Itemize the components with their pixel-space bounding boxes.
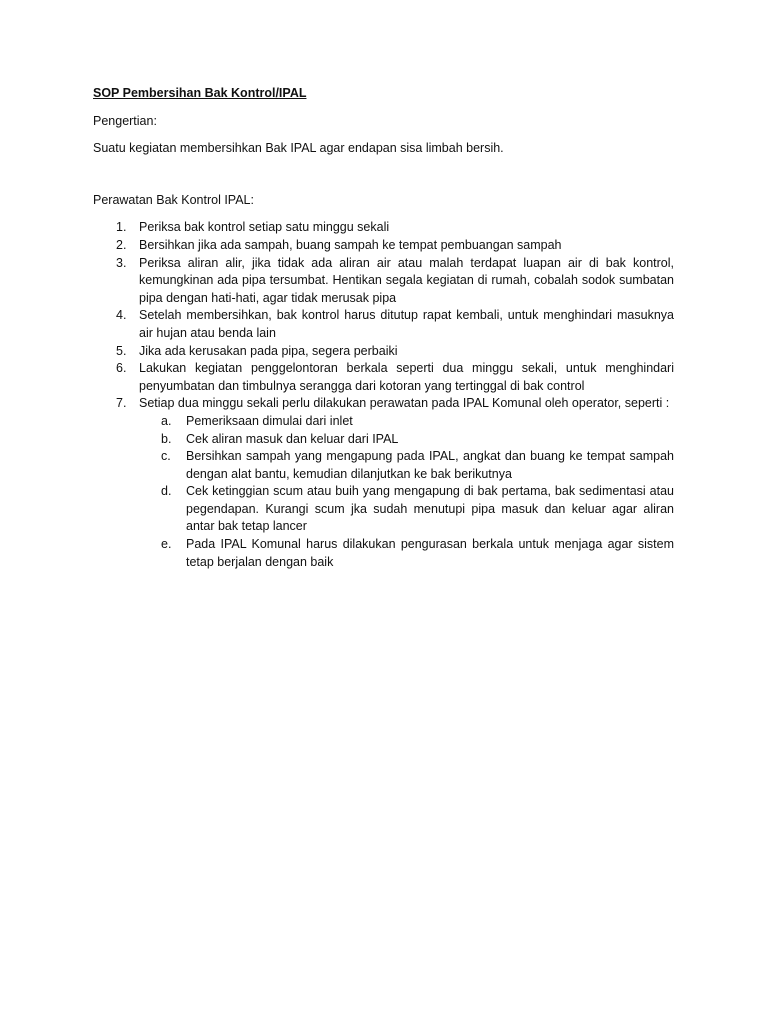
sublist-item bbox=[139, 413, 674, 431]
definition-text: Suatu kegiatan membersihkan Bak IPAL agar endapan sisa limbah bersih. bbox=[93, 141, 504, 156]
sublist-item-text: Pemeriksaan dimulai dari inlet bbox=[186, 413, 353, 428]
document-page bbox=[93, 85, 674, 571]
list-item-number: 6. bbox=[116, 361, 127, 376]
list-item-number: 5. bbox=[116, 343, 127, 358]
list-item-text: Bersihkan jika ada sampah, buang sampah ke tempat pembuangan sampah bbox=[139, 237, 562, 252]
list-item-number: 4. bbox=[116, 308, 127, 323]
list-item bbox=[93, 237, 674, 255]
sublist-item-text: Cek aliran masuk dan keluar dari IPAL bbox=[186, 431, 399, 446]
sublist-item bbox=[139, 431, 674, 449]
list-item-text: Periksa bak kontrol setiap satu minggu sekali bbox=[139, 220, 390, 235]
list-item-number: 7. bbox=[116, 396, 127, 411]
list-item bbox=[93, 395, 674, 571]
sublist-item-letter: e. bbox=[161, 537, 172, 552]
list-item bbox=[93, 343, 674, 361]
sublist-item-letter: a. bbox=[161, 413, 172, 428]
list-item-number: 2. bbox=[116, 237, 127, 252]
list-item-text: Periksa aliran alir, jika tidak ada aliran air atau malah terdapat luapan air di bak kontrol, kemungkinan ada pipa tersumbat. Hentikan segala kegiatan di rumah, cobalah sodok sumbatan pipa dengan hati-hati, agar tidak merusak pipa bbox=[139, 255, 674, 305]
operator-sublist bbox=[139, 413, 674, 571]
sublist-item-letter: b. bbox=[161, 431, 172, 446]
list-item-text: Setiap dua minggu sekali perlu dilakukan perawatan pada IPAL Komunal oleh operator, seperti : bbox=[139, 396, 670, 411]
sublist-item-text: Cek ketinggian scum atau buih yang mengapung di bak pertama, bak sedimentasi atau pegendapan. Kurangi scum jka sudah menutupi pipa masuk dan keluar agar aliran antar bak tetap lancer bbox=[186, 484, 674, 534]
sublist-item bbox=[139, 536, 674, 571]
list-item bbox=[93, 255, 674, 308]
sublist-item-letter: c. bbox=[161, 449, 171, 464]
sublist-item bbox=[139, 483, 674, 536]
list-item bbox=[93, 360, 674, 395]
list-item bbox=[93, 219, 674, 237]
list-item-number: 3. bbox=[116, 255, 127, 270]
sublist-item bbox=[139, 448, 674, 483]
sublist-item-letter: d. bbox=[161, 484, 172, 499]
list-item-text: Setelah membersihkan, bak kontrol harus ditutup rapat kembali, untuk menghindari masuknya air hujan atau benda lain bbox=[139, 308, 674, 340]
paragraph-spacer bbox=[93, 168, 674, 192]
list-item-number: 1. bbox=[116, 220, 127, 235]
definition-heading: Pengertian: bbox=[93, 113, 157, 128]
list-item-text: Jika ada kerusakan pada pipa, segera perbaiki bbox=[139, 343, 398, 358]
list-item-text: Lakukan kegiatan penggelontoran berkala seperti dua minggu sekali, untuk menghindari penyumbatan dan timbulnya serangga dari kotoran yang tertinggal di bak control bbox=[139, 361, 674, 393]
list-item bbox=[93, 307, 674, 342]
document-title: SOP Pembersihan Bak Kontrol/IPAL bbox=[93, 86, 307, 100]
sublist-item-text: Pada IPAL Komunal harus dilakukan pengurasan berkala untuk menjaga agar sistem tetap berjalan dengan baik bbox=[186, 537, 674, 569]
maintenance-list bbox=[93, 219, 674, 571]
sublist-item-text: Bersihkan sampah yang mengapung pada IPAL, angkat dan buang ke tempat sampah dengan alat bantu, kemudian dilanjutkan ke bak berikutnya bbox=[186, 449, 674, 481]
maintenance-heading: Perawatan Bak Kontrol IPAL: bbox=[93, 192, 254, 207]
